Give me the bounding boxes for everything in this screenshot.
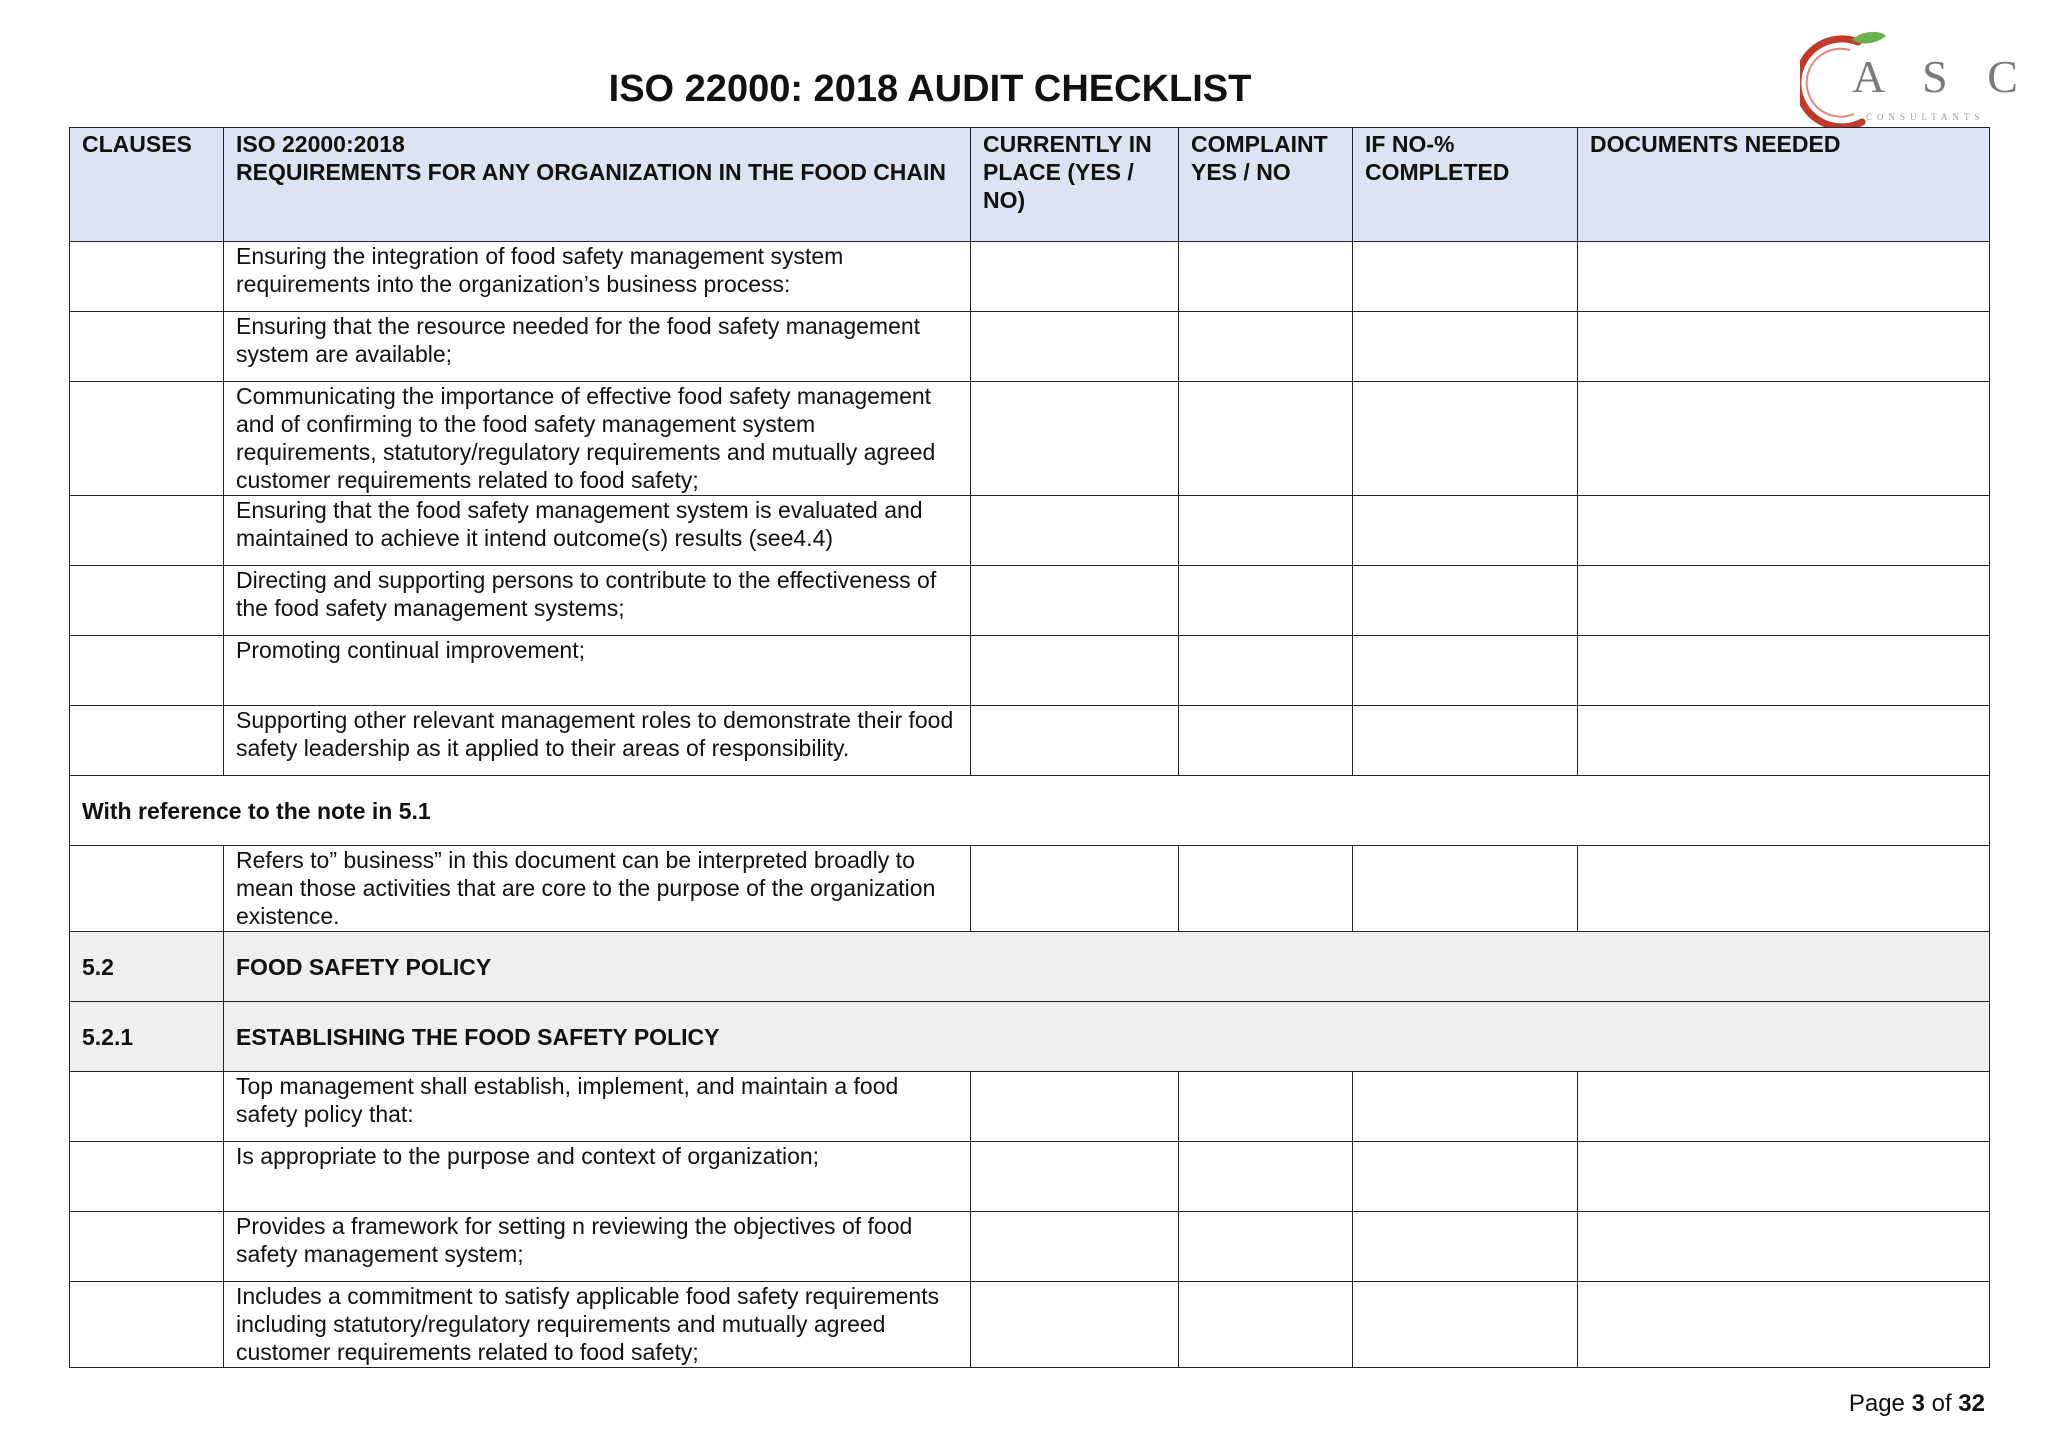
documents-needed-cell[interactable] — [1578, 496, 1990, 566]
section-clause-cell: 5.2.1 — [70, 1002, 224, 1072]
requirement-cell: Ensuring that the resource needed for the food safety management system are available; — [224, 312, 971, 382]
requirement-cell: Top management shall establish, implement, and maintain a food safety policy that: — [224, 1072, 971, 1142]
currently-in-place-cell[interactable] — [971, 846, 1179, 932]
clause-cell — [70, 1282, 224, 1368]
complaint-cell[interactable] — [1179, 1072, 1353, 1142]
currently-in-place-cell[interactable] — [971, 566, 1179, 636]
clause-cell — [70, 382, 224, 496]
complaint-cell[interactable] — [1179, 706, 1353, 776]
table-row — [70, 1072, 1990, 1142]
requirement-cell: Communicating the importance of effective food safety management and of confirming to the food safety management system requirements, statutory/regulatory requirements and mutually agreed customer requirements related to food safety; — [224, 382, 971, 496]
section-clause-cell: 5.2 — [70, 932, 224, 1002]
current-page: 3 — [1911, 1390, 1925, 1417]
clause-cell — [70, 846, 224, 932]
header-requirements-line1: ISO 22000:2018 — [236, 131, 405, 157]
clause-cell — [70, 566, 224, 636]
complaint-cell[interactable] — [1179, 242, 1353, 312]
complaint-cell[interactable] — [1179, 566, 1353, 636]
clause-cell — [70, 1212, 224, 1282]
of-word: of — [1931, 1390, 1952, 1417]
requirement-cell: Promoting continual improvement; — [224, 636, 971, 706]
table-row — [70, 1142, 1990, 1212]
requirement-cell: Ensuring the integration of food safety management system requirements into the organization’s business process: — [224, 242, 971, 312]
completed-cell[interactable] — [1353, 242, 1578, 312]
documents-needed-cell[interactable] — [1578, 706, 1990, 776]
complaint-cell[interactable] — [1179, 382, 1353, 496]
table-row — [70, 382, 1990, 496]
table-row — [70, 846, 1990, 932]
complaint-cell[interactable] — [1179, 1212, 1353, 1282]
section-title-cell: FOOD SAFETY POLICY — [224, 932, 1990, 1002]
table-row — [70, 636, 1990, 706]
table-row — [70, 312, 1990, 382]
header-documents-needed: DOCUMENTS NEEDED — [1578, 128, 1990, 242]
note-cell: With reference to the note in 5.1 — [70, 776, 1990, 846]
logo-subtext: CONSULTANTS — [1866, 112, 1985, 122]
clause-cell — [70, 242, 224, 312]
clause-cell — [70, 312, 224, 382]
completed-cell[interactable] — [1353, 706, 1578, 776]
documents-needed-cell[interactable] — [1578, 566, 1990, 636]
total-pages: 32 — [1958, 1390, 1985, 1417]
table-row — [70, 242, 1990, 312]
audit-checklist-table — [69, 127, 1990, 1368]
completed-cell[interactable] — [1353, 312, 1578, 382]
page-number — [1849, 1390, 1985, 1418]
completed-cell[interactable] — [1353, 382, 1578, 496]
currently-in-place-cell[interactable] — [971, 312, 1179, 382]
header-if-no-completed: IF NO-% COMPLETED — [1353, 128, 1578, 242]
section-title-cell: ESTABLISHING THE FOOD SAFETY POLICY — [224, 1002, 1990, 1072]
requirement-cell: Is appropriate to the purpose and context of organization; — [224, 1142, 971, 1212]
complaint-cell[interactable] — [1179, 496, 1353, 566]
currently-in-place-cell[interactable] — [971, 706, 1179, 776]
completed-cell[interactable] — [1353, 566, 1578, 636]
header-requirements — [224, 128, 971, 242]
currently-in-place-cell[interactable] — [971, 1142, 1179, 1212]
currently-in-place-cell[interactable] — [971, 1282, 1179, 1368]
documents-needed-cell[interactable] — [1578, 1212, 1990, 1282]
complaint-cell[interactable] — [1179, 1142, 1353, 1212]
header-requirements-line2: REQUIREMENTS FOR ANY ORGANIZATION IN THE FOOD CHAIN — [236, 159, 947, 185]
completed-cell[interactable] — [1353, 1142, 1578, 1212]
table-header-row — [70, 128, 1990, 242]
documents-needed-cell[interactable] — [1578, 636, 1990, 706]
table-row — [70, 706, 1990, 776]
requirement-cell: Directing and supporting persons to contribute to the effectiveness of the food safety management systems; — [224, 566, 971, 636]
requirement-cell: Refers to” business” in this document can be interpreted broadly to mean those activities that are core to the purpose of the organization existence. — [224, 846, 971, 932]
documents-needed-cell[interactable] — [1578, 1282, 1990, 1368]
table-row — [70, 1282, 1990, 1368]
completed-cell[interactable] — [1353, 636, 1578, 706]
completed-cell[interactable] — [1353, 1282, 1578, 1368]
section-row — [70, 932, 1990, 1002]
requirement-cell: Ensuring that the food safety management system is evaluated and maintained to achieve it intend outcome(s) results (see4.4) — [224, 496, 971, 566]
complaint-cell[interactable] — [1179, 636, 1353, 706]
table-row — [70, 496, 1990, 566]
requirement-cell: Provides a framework for setting n reviewing the objectives of food safety management system; — [224, 1212, 971, 1282]
complaint-cell[interactable] — [1179, 1282, 1353, 1368]
completed-cell[interactable] — [1353, 1212, 1578, 1282]
table-row — [70, 566, 1990, 636]
table-row — [70, 1212, 1990, 1282]
currently-in-place-cell[interactable] — [971, 382, 1179, 496]
requirement-cell: Supporting other relevant management roles to demonstrate their food safety leadership as it applied to their areas of responsibility. — [224, 706, 971, 776]
documents-needed-cell[interactable] — [1578, 1142, 1990, 1212]
complaint-cell[interactable] — [1179, 846, 1353, 932]
completed-cell[interactable] — [1353, 1072, 1578, 1142]
section-row — [70, 1002, 1990, 1072]
completed-cell[interactable] — [1353, 496, 1578, 566]
currently-in-place-cell[interactable] — [971, 242, 1179, 312]
documents-needed-cell[interactable] — [1578, 382, 1990, 496]
clause-cell — [70, 1072, 224, 1142]
clause-cell — [70, 636, 224, 706]
header-currently-in-place: CURRENTLY IN PLACE (YES / NO) — [971, 128, 1179, 242]
documents-needed-cell[interactable] — [1578, 1072, 1990, 1142]
complaint-cell[interactable] — [1179, 312, 1353, 382]
header-clauses: CLAUSES — [70, 128, 224, 242]
currently-in-place-cell[interactable] — [971, 1072, 1179, 1142]
document-title: ISO 22000: 2018 AUDIT CHECKLIST — [608, 68, 1252, 110]
documents-needed-cell[interactable] — [1578, 312, 1990, 382]
clause-cell — [70, 1142, 224, 1212]
currently-in-place-cell[interactable] — [971, 1212, 1179, 1282]
clause-cell — [70, 706, 224, 776]
documents-needed-cell[interactable] — [1578, 242, 1990, 312]
note-row — [70, 776, 1990, 846]
header-complaint: COMPLAINT YES / NO — [1179, 128, 1353, 242]
currently-in-place-cell[interactable] — [971, 496, 1179, 566]
currently-in-place-cell[interactable] — [971, 636, 1179, 706]
page-word: Page — [1848, 1390, 1905, 1417]
documents-needed-cell[interactable] — [1578, 846, 1990, 932]
clause-cell — [70, 496, 224, 566]
completed-cell[interactable] — [1353, 846, 1578, 932]
logo-text: A S C — [1852, 51, 2032, 102]
requirement-cell: Includes a commitment to satisfy applicable food safety requirements including statutory/regulatory requirements and mutually agreed customer requirements related to food safety; — [224, 1282, 971, 1368]
